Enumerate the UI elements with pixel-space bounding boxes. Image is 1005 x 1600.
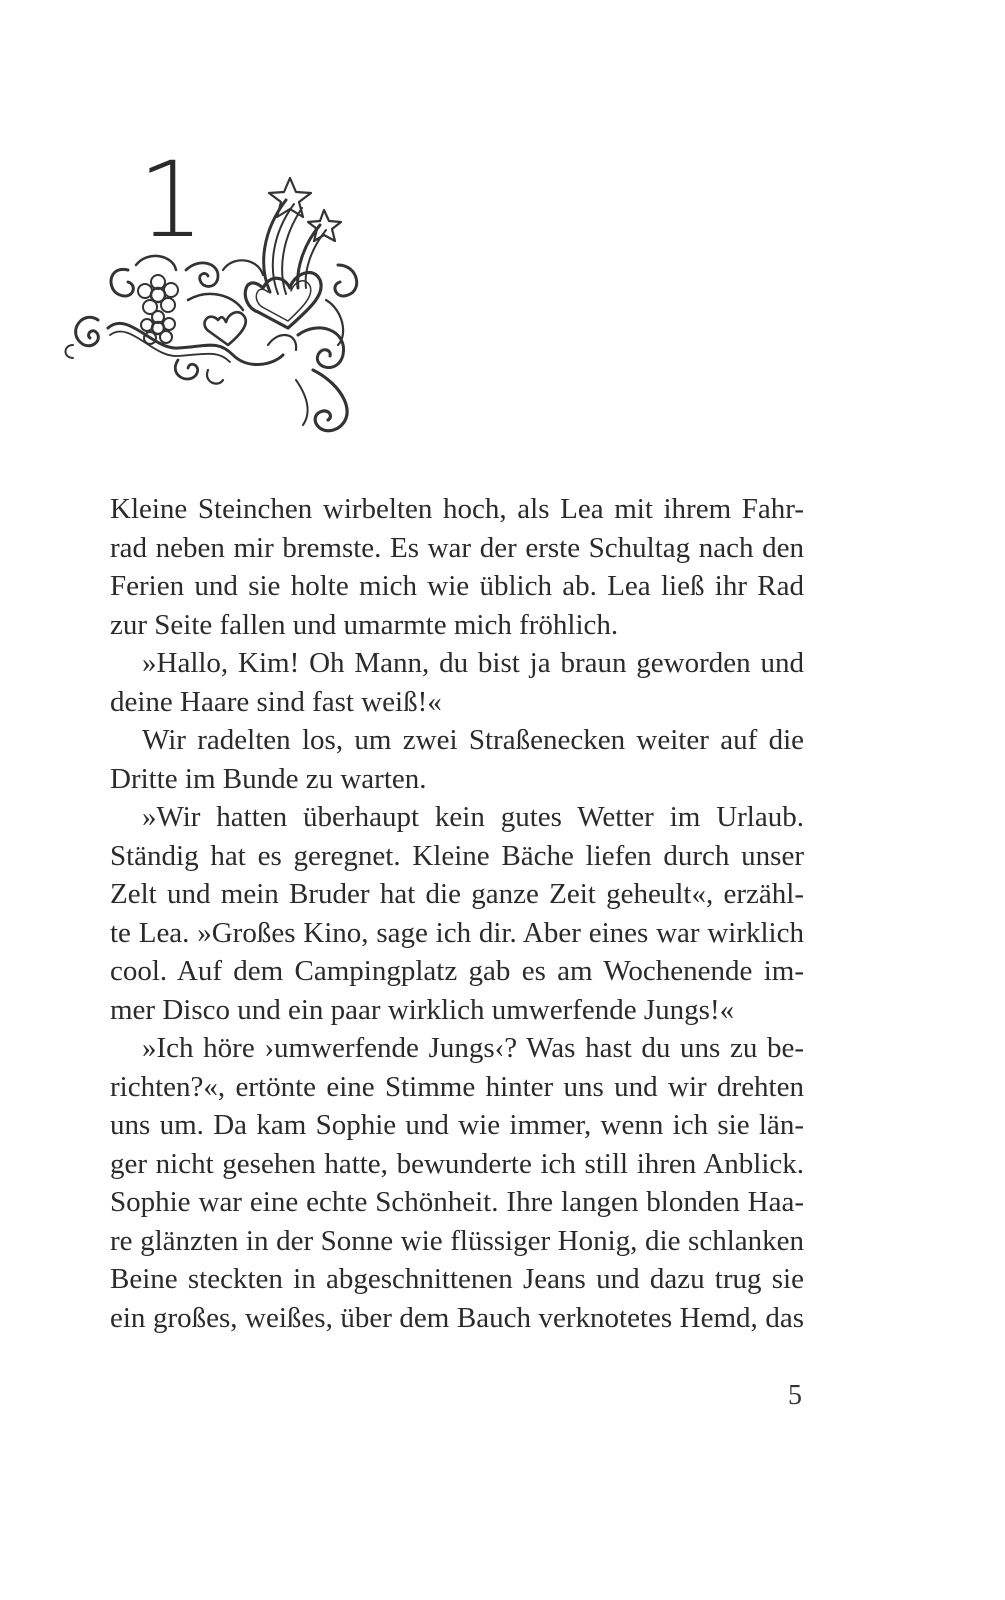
text-line: Zelt und mein Bruder hat die ganze Zeit geheult«, erzähl- <box>110 878 804 910</box>
text-line: te Lea. »Großes Kino, sage ich dir. Aber eines war wirklich <box>110 916 804 949</box>
text-line: uns um. Da kam Sophie und wie immer, wenn ich sie län- <box>110 1109 804 1141</box>
text-line: »Wir hatten überhaupt kein gutes Wetter im Urlaub. <box>142 801 804 833</box>
chapter-body-text <box>110 490 804 1337</box>
text-line: Sophie war eine echte Schönheit. Ihre langen blonden Haa- <box>110 1186 804 1218</box>
text-line: »Ich höre ›umwerfende Jungs‹? Was hast du uns zu be- <box>142 1032 804 1064</box>
text-line: Kleine Steinchen wirbelten hoch, als Lea mit ihrem Fahr- <box>110 493 804 525</box>
text-line: richten?«, ertönte eine Stimme hinter uns und wir drehten <box>110 1070 804 1103</box>
text-line: deine Haare sind fast weiß!« <box>110 685 442 718</box>
text-line: Dritte im Bunde zu warten. <box>110 762 427 795</box>
page-number: 5 <box>788 1380 802 1411</box>
text-line: Wir radelten los, um zwei Straßenecken weiter auf die <box>142 724 804 756</box>
text-line: zur Seite fallen und umarmte mich fröhlich. <box>110 608 619 641</box>
text-line: »Hallo, Kim! Oh Mann, du bist ja braun geworden und <box>142 647 804 679</box>
text-line: mer Disco und ein paar wirklich umwerfende Jungs!« <box>110 993 735 1026</box>
text-line: Beine steckten in abgeschnittenen Jeans und dazu trug sie <box>110 1263 804 1295</box>
swirl-heart-star-ornament-icon <box>58 170 368 435</box>
text-line: re glänzten in der Sonne wie flüssiger Honig, die schlanken <box>110 1224 804 1257</box>
text-line: Ferien und sie holte mich wie üblich ab. Lea ließ ihr Rad <box>110 570 804 602</box>
chapter-number: 1 <box>138 139 205 261</box>
text-line: ger nicht gesehen hatte, bewunderte ich still ihren Anblick. <box>110 1147 804 1180</box>
text-line: cool. Auf dem Campingplatz gab es am Wochenende im- <box>110 955 804 987</box>
text-line: ein großes, weißes, über dem Bauch verknotetes Hemd, das <box>110 1301 804 1334</box>
text-line: rad neben mir bremste. Es war der erste Schultag nach den <box>110 531 804 564</box>
text-line: Ständig hat es geregnet. Kleine Bäche liefen durch unser <box>110 839 804 872</box>
